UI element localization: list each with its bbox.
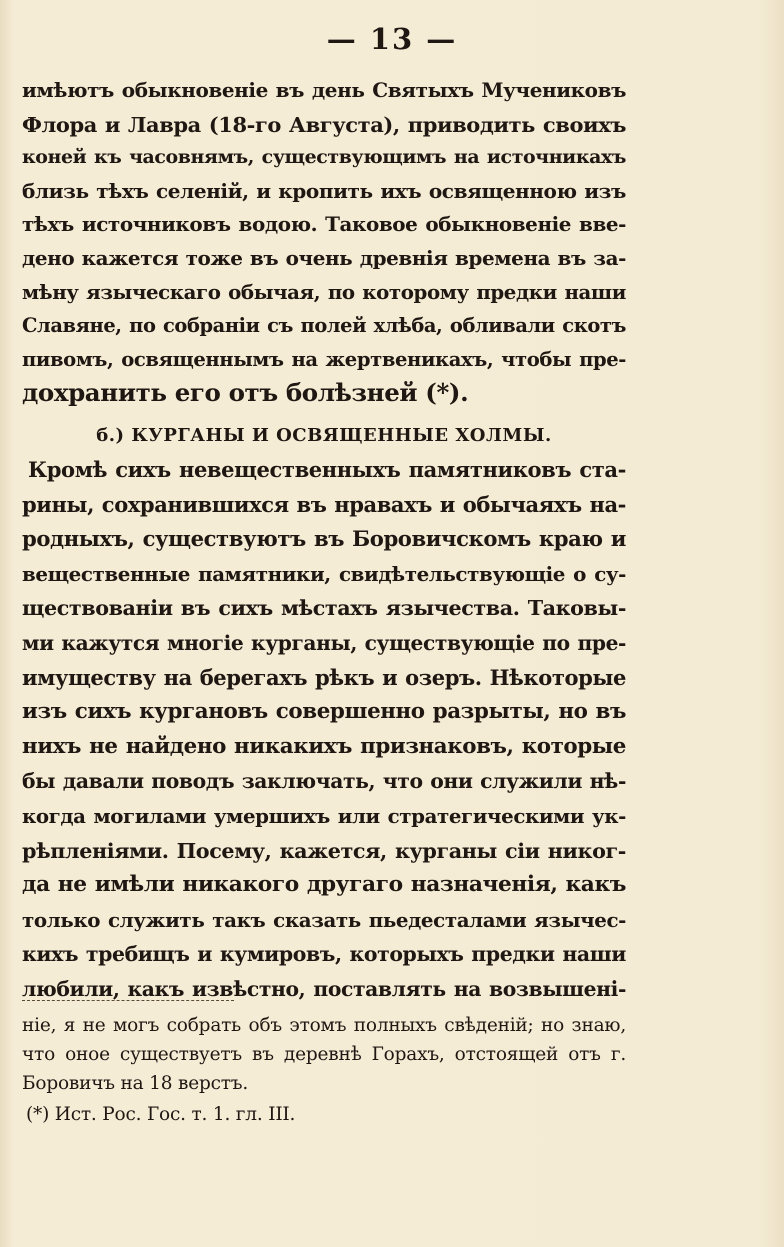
page-number: — 13 — xyxy=(326,22,458,56)
footnote-line: ніе, я не могъ собрать объ этомъ полныхъ свѣденій; но знаю, xyxy=(22,1015,626,1036)
text-line: Кромѣ сихъ невещественныхъ памятниковъ ста- xyxy=(28,457,626,482)
text-line: рѣпленіями. Посему, кажется, курганы сіи никог- xyxy=(22,838,626,863)
text-line: когда могилами умершихъ или стратегическими ук- xyxy=(22,803,626,828)
text-line: Славяне, по собраніи съ полей хлѣба, обливали скотъ xyxy=(22,314,626,338)
text-line: только служить такъ сказать пьедесталами язычес- xyxy=(22,907,626,932)
text-line: имуществу на берегахъ рѣкъ и озеръ. Нѣкоторые xyxy=(22,664,626,690)
text-line: рины, сохранившихся въ нравахъ и обычаяхъ на- xyxy=(22,491,626,517)
text-line: изъ сихъ кургановъ совершенно разрыты, но въ xyxy=(22,699,626,725)
footnote-divider xyxy=(22,1000,234,1001)
text-line: близь тѣхъ селеній, и кропить ихъ освященною изъ xyxy=(22,178,626,203)
footnote-line: что оное существуетъ въ деревнѣ Горахъ, отстоящей отъ г. xyxy=(22,1044,626,1065)
text-line: кихъ требищъ и кумировъ, которыхъ предки наши xyxy=(22,942,626,967)
footnotes xyxy=(22,1011,626,1129)
text-line: Флора и Лавра (18-го Августа), приводить своихъ xyxy=(22,111,626,137)
text-line: нихъ не найдено никакихъ признаковъ, которые xyxy=(22,733,626,759)
paragraph-2 xyxy=(22,453,626,1007)
text-line: пивомъ, освященнымъ на жертвеникахъ, чтобы пре- xyxy=(22,347,626,371)
text-line: ми кажутся многіе курганы, существующіе по пре- xyxy=(22,630,626,655)
section-heading: б.) КУРГАНЫ И ОСВЯЩЕННЫЕ ХОЛМЫ. xyxy=(96,425,552,446)
text-line: дено кажется тоже въ очень древнія времена въ за- xyxy=(22,245,626,270)
text-line: да не имѣли никакого другаго назначенія, какъ xyxy=(22,872,626,898)
text-line: бы давали поводъ заключать, что они служили нѣ- xyxy=(22,769,626,794)
text-line: коней къ часовнямъ, существующимъ на источникахъ xyxy=(22,146,626,169)
text-line: вещественные памятники, свидѣтельствующіе о су- xyxy=(22,561,626,586)
text-line: ществованіи въ сихъ мѣстахъ язычества. Таковы- xyxy=(22,596,626,621)
footnote-line: Боровичъ на 18 верстъ. xyxy=(22,1073,249,1094)
text-line: дохранить его отъ болѣзней (*). xyxy=(22,378,469,408)
text-line: родныхъ, существуютъ въ Боровичскомъ краю и xyxy=(22,526,626,552)
text-line: любили, какъ извѣстно, поставлять на возвышені- xyxy=(22,976,626,1001)
text-line: мѣну языческаго обычая, по которому предки наши xyxy=(22,279,626,304)
footnote-reference: (*) Ист. Рос. Гос. т. 1. гл. III. xyxy=(26,1104,296,1125)
text-line: имѣютъ обыкновеніе въ день Святыхъ Мучениковъ xyxy=(22,78,626,102)
paragraph-1 xyxy=(22,74,626,410)
text-line: тѣхъ источниковъ водою. Таковое обыкновеніе вве- xyxy=(22,212,626,237)
